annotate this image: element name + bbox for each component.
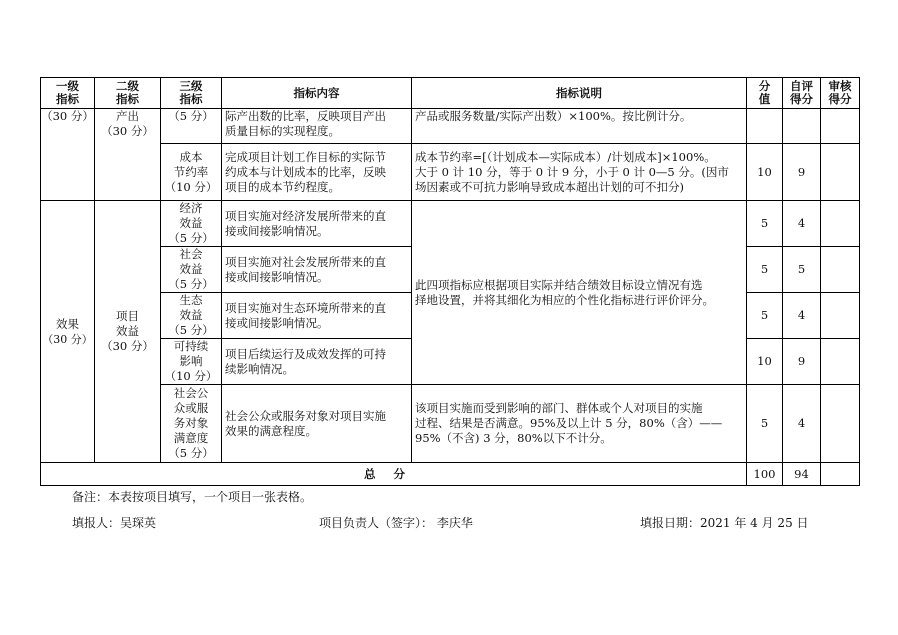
eco-level3-cell: 生态 效益 （5 分） <box>161 293 222 339</box>
sustain-score-cell: 10 <box>747 339 783 385</box>
total-label-cell: 总分 <box>41 463 747 486</box>
cost-level3-cell: 成本 节约率 （10 分） <box>161 144 222 201</box>
total-row <box>41 463 860 486</box>
table-row <box>41 109 860 144</box>
header-level1: 一级 指标 <box>41 78 95 109</box>
sustain-level3-cell: 可持续 影响 （10 分） <box>161 339 222 385</box>
cost-score-cell: 10 <box>747 144 783 201</box>
table-row <box>41 385 860 463</box>
header-self-score: 自评 得分 <box>783 78 821 109</box>
cost-description-cell: 成本节约率=[（计划成本—实际成本）/计划成本]×100%。 大于 0 计 10 分，等于 0 计 9 分，小于 0 计 0—5 分。(因市 场因素或不可抗力影响导致成本超出计划的可不扣分) <box>412 144 747 201</box>
eco-content-cell: 项目实施对生态环境所带来的直 接或间接影响情况。 <box>222 293 412 339</box>
project-leader-signature: 项目负责人（签字）： 李庆华 <box>319 516 473 530</box>
quality-self-cell <box>783 109 821 144</box>
quality-level3-cell: （5 分） <box>161 109 222 144</box>
output-level1-cell: （30 分） <box>41 109 95 201</box>
table-row <box>41 144 860 201</box>
effect-level2-cell: 项目 效益 （30 分） <box>95 201 161 463</box>
satisfaction-score-cell: 5 <box>747 385 783 463</box>
satisfaction-review-cell <box>821 385 860 463</box>
social-score-cell: 5 <box>747 247 783 293</box>
total-self-cell: 94 <box>783 463 821 486</box>
quality-review-cell <box>821 109 860 144</box>
cost-review-cell <box>821 144 860 201</box>
output-level2-cell: 产出 （30 分） <box>95 109 161 201</box>
table-row <box>41 201 860 247</box>
social-content-cell: 项目实施对社会发展所带来的直 接或间接影响情况。 <box>222 247 412 293</box>
economic-score-cell: 5 <box>747 201 783 247</box>
social-level3-cell: 社会 效益 （5 分） <box>161 247 222 293</box>
total-review-cell <box>821 463 860 486</box>
footer-note: 备注：本表按项目填写，一个项目一张表格。 <box>72 490 313 504</box>
effect-level1-cell: 效果 （30 分） <box>41 201 95 463</box>
header-content: 指标内容 <box>222 78 412 109</box>
performance-table <box>40 77 860 486</box>
header-level3: 三级 指标 <box>161 78 222 109</box>
total-score-cell: 100 <box>747 463 783 486</box>
sustain-content-cell: 项目后续运行及成效发挥的可持 续影响情况。 <box>222 339 412 385</box>
quality-content-cell: 际产出数的比率，反映项目产出 质量目标的实现程度。 <box>222 109 412 144</box>
sustain-review-cell <box>821 339 860 385</box>
sustain-self-cell: 9 <box>783 339 821 385</box>
economic-self-cell: 4 <box>783 201 821 247</box>
economic-level3-cell: 经济 效益 （5 分） <box>161 201 222 247</box>
header-row <box>41 78 860 109</box>
satisfaction-self-cell: 4 <box>783 385 821 463</box>
header-description: 指标说明 <box>412 78 747 109</box>
fill-date: 填报日期：2021 年 4 月 25 日 <box>640 516 809 530</box>
filler-name: 填报人：吴琛英 <box>72 516 157 530</box>
header-level2: 二级 指标 <box>95 78 161 109</box>
social-review-cell <box>821 247 860 293</box>
satisfaction-description-cell: 该项目实施而受到影响的部门、群体或个人对项目的实施 过程、结果是否满意。95%及以上计 5 分，80%（含）—— 95%（不含) 3 分，80%以下不计分。 <box>412 385 747 463</box>
eco-score-cell: 5 <box>747 293 783 339</box>
cost-content-cell: 完成项目计划工作目标的实际节 约成本与计划成本的比率，反映 项目的成本节约程度。 <box>222 144 412 201</box>
header-score: 分 值 <box>747 78 783 109</box>
evaluation-sheet <box>40 77 860 486</box>
header-review-score: 审核 得分 <box>821 78 860 109</box>
eco-self-cell: 4 <box>783 293 821 339</box>
satisfaction-content-cell: 社会公众或服务对象对项目实施 效果的满意程度。 <box>222 385 412 463</box>
satisfaction-level3-cell: 社会公 众或服 务对象 满意度 （5 分） <box>161 385 222 463</box>
economic-content-cell: 项目实施对经济发展所带来的直 接或间接影响情况。 <box>222 201 412 247</box>
quality-description-cell: 产品或服务数量/实际产出数）×100%。按比例计分。 <box>412 109 747 144</box>
quality-score-cell <box>747 109 783 144</box>
four-indicators-description-cell: 此四项指标应根据项目实际并结合绩效目标设立情况有选 择地设置，并将其细化为相应的个性化指标进行评价评分。 <box>412 201 747 385</box>
cost-self-cell: 9 <box>783 144 821 201</box>
eco-review-cell <box>821 293 860 339</box>
economic-review-cell <box>821 201 860 247</box>
social-self-cell: 5 <box>783 247 821 293</box>
